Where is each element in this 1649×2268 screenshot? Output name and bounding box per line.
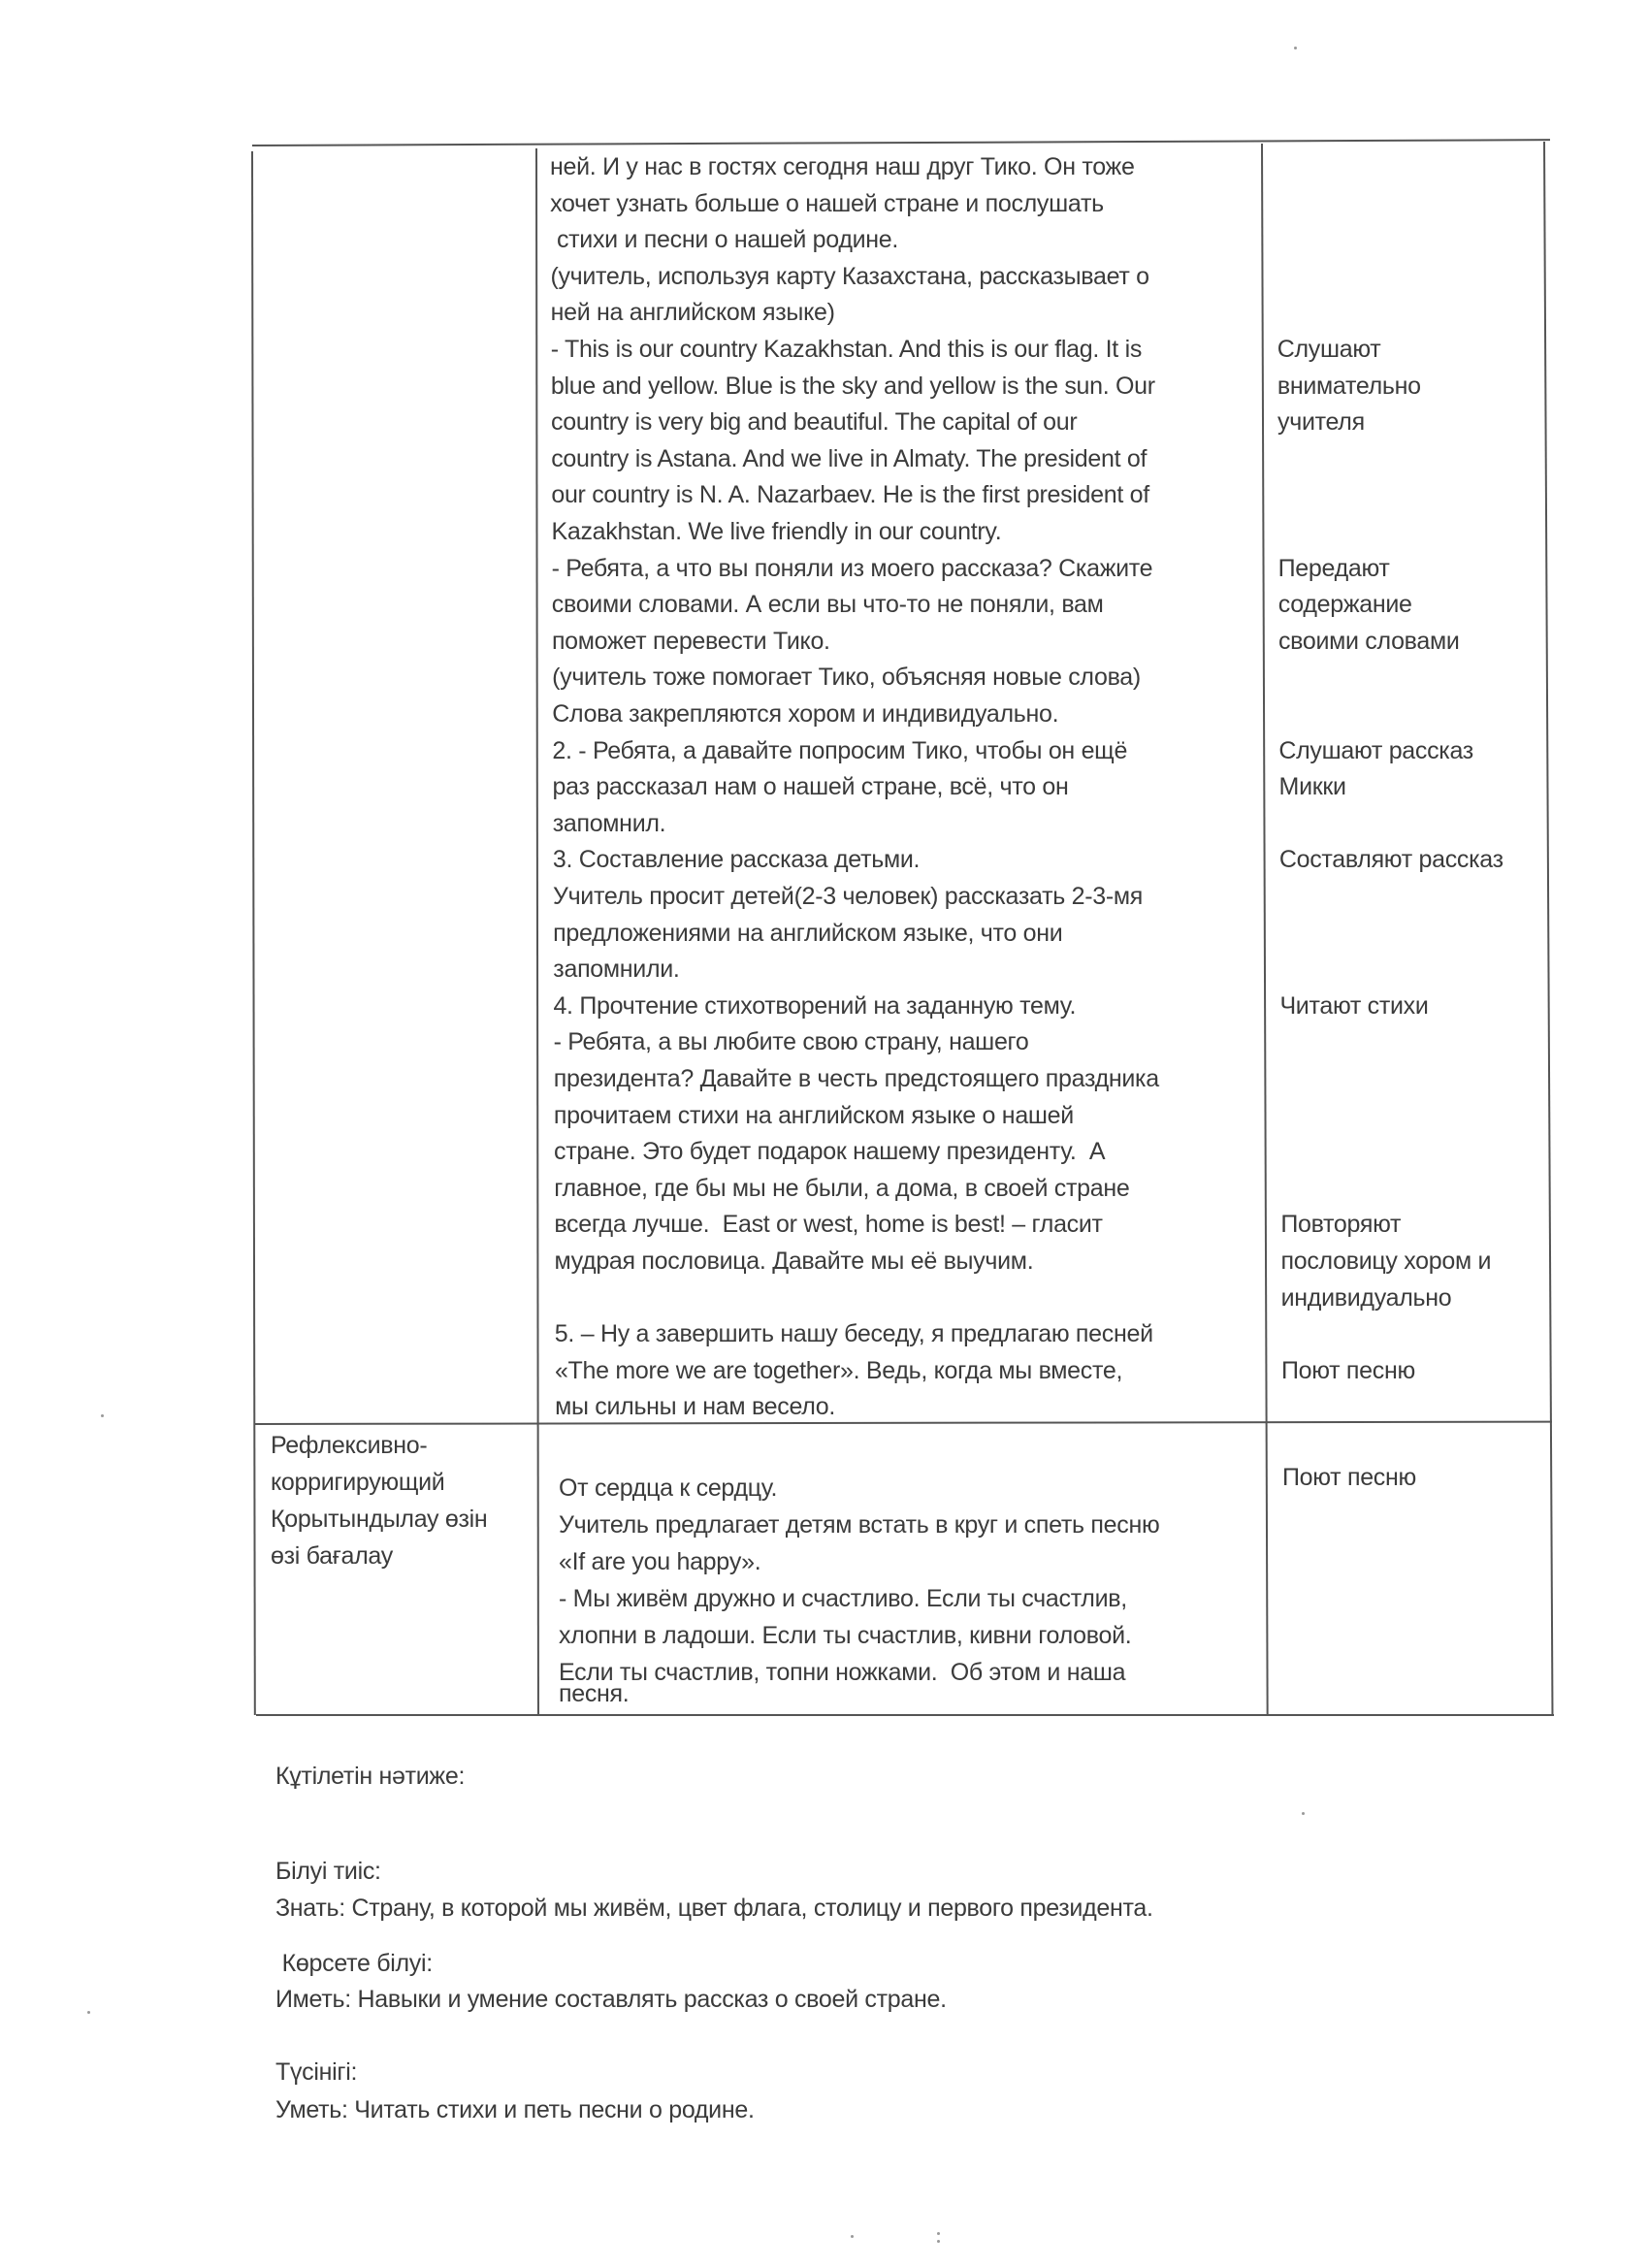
scan-speck (1294, 47, 1297, 49)
student-activity-line: своими словами (1277, 627, 1460, 655)
table-col-divider-2 (1261, 144, 1269, 1714)
activity-line: country is Astana. And we live in Almaty. The president of (551, 444, 1148, 472)
scan-speck (1302, 1812, 1305, 1815)
activity-line: our country is N. A. Nazarbaev. He is the first president of (551, 481, 1149, 509)
student-activity-line: Слушают (1277, 336, 1381, 363)
activity-line: запомнил. (552, 809, 666, 837)
activity-line: мы сильны и нам весело. (555, 1393, 836, 1421)
activity-line: хлопни в ладоши. Если ты счастлив, кивни головой. (559, 1622, 1132, 1649)
know-text: Знать: Страну, в которой мы живём, цвет флага, столицу и первого президента. (275, 1895, 1153, 1922)
student-activity-line: индивидуально (1280, 1283, 1452, 1312)
student-activity-line: Слушают рассказ (1278, 736, 1473, 764)
activity-line: стране. Это будет подарок нашему президенту. А (554, 1138, 1106, 1166)
scan-speck (851, 2235, 854, 2238)
activity-line: От сердца к сердцу. (559, 1474, 778, 1502)
student-activity-line: Передают (1277, 554, 1390, 582)
activity-line: своими словами. А если вы что-то не поняли, вам (551, 591, 1104, 619)
activity-line: хочет узнать больше о нашей стране и послушать (550, 189, 1104, 217)
student-activity-line: пословицу хором и (1280, 1247, 1492, 1275)
activity-line: поможет перевести Тико. (551, 627, 830, 655)
student-activity-line: Читают стихи (1279, 991, 1429, 1020)
activity-line: - Ребята, а вы любите свою страну, нашего (553, 1028, 1029, 1056)
scan-speck (87, 2011, 90, 2014)
student-activity-line: содержание (1277, 591, 1412, 619)
table-bottom-border (256, 1714, 1554, 1716)
activity-line: Kazakhstan. We live friendly in our country. (551, 518, 1002, 545)
activity-line: 2. - Ребята, а давайте попросим Тико, чтобы он ещё (552, 736, 1128, 764)
activity-line: - Мы живём дружно и счастливо. Если ты счастлив, (559, 1585, 1127, 1612)
activity-line: 3. Составление рассказа детьми. (552, 846, 921, 874)
activity-line: мудрая пословица. Давайте мы её выучим. (554, 1247, 1034, 1275)
student-activity-line: учителя (1277, 408, 1365, 437)
scan-speck (101, 1414, 104, 1417)
stage-name-line: Рефлексивно- (271, 1432, 428, 1459)
table-top-border (252, 139, 1550, 146)
student-activity-line: внимательно (1277, 372, 1421, 400)
activity-line: главное, где бы мы не были, а дома, в своей стране (554, 1174, 1130, 1202)
activity-line: «The more we are together». Ведь, когда мы вместе, (554, 1356, 1123, 1384)
scan-speck (937, 2240, 940, 2243)
activity-line: прочитаем стихи на английском языке о нашей (553, 1101, 1074, 1129)
student-activity-line: Микки (1278, 773, 1346, 801)
activity-line: Учитель просит детей(2-3 человек) рассказать 2-3-мя (553, 883, 1144, 910)
activity-line: 4. Прочтение стихотворений на заданную тему. (553, 991, 1077, 1020)
activity-line: всегда лучше. East or west, home is best! – гласит (554, 1211, 1103, 1239)
activity-line: country is very big and beautiful. The capital of our (551, 408, 1078, 437)
student-activity-line: Поют песню (1280, 1356, 1415, 1384)
table-left-border (251, 151, 256, 1715)
activity-line: запомнили. (553, 956, 680, 984)
understand-label: Түсінігі: (275, 2058, 358, 2086)
activity-line: blue and yellow. Blue is the sky and yellow is the sun. Our (550, 372, 1155, 400)
stage-name-line: Қорытындылау өзін (271, 1506, 488, 1533)
activity-line: - Ребята, а что вы поняли из моего рассказа? Скажите (551, 554, 1153, 582)
show-label: Көрсете білуі: (275, 1950, 433, 1977)
activity-line: Слова закрепляются хором и индивидуально. (552, 700, 1059, 728)
activity-line: «If are you happy». (559, 1548, 761, 1575)
know-label: Білуі тиіс: (275, 1858, 381, 1885)
activity-line: песня. (559, 1680, 630, 1707)
activity-line: (учитель тоже помогает Тико, объясняя новые слова) (552, 664, 1141, 692)
activity-line: президента? Давайте в честь предстоящего праздника (553, 1065, 1159, 1092)
stage-name-line: корригирующий (271, 1469, 445, 1496)
activity-line: предложениями на английском языке, что они (553, 919, 1063, 947)
activity-line: (учитель, используя карту Казахстана, рассказывает о (550, 262, 1149, 290)
table-right-border (1543, 142, 1553, 1714)
scan-speck (937, 2232, 940, 2235)
understand-text: Уметь: Читать стихи и петь песни о родине. (275, 2096, 755, 2123)
activity-line: стихи и песни о нашей родине. (550, 226, 899, 254)
student-activity-line: Составляют рассказ (1278, 846, 1504, 874)
student-activity-line: Повторяют (1280, 1211, 1402, 1239)
student-activity-line: Поют песню (1282, 1464, 1416, 1491)
table-col-divider-1 (535, 148, 539, 1715)
table-row-divider (254, 1421, 1552, 1425)
activity-line: раз рассказал нам о нашей стране, всё, что он (552, 773, 1069, 801)
activity-line: 5. – Ну а завершить нашу беседу, я предлагаю песней (554, 1320, 1153, 1348)
activity-line: ней. И у нас в гостях сегодня наш друг Тико. Он тоже (550, 153, 1135, 180)
show-text: Иметь: Навыки и умение составлять рассказ о своей стране. (275, 1986, 947, 2013)
activity-line: Учитель предлагает детям встать в круг и спеть песню (559, 1511, 1160, 1539)
expected-results-heading: Кұтілетін нәтиже: (275, 1763, 466, 1790)
stage-name-line: өзі бағалау (271, 1542, 393, 1570)
activity-line: - This is our country Kazakhstan. And this is our flag. It is (550, 336, 1143, 363)
activity-line: Если ты счастлив, топни ножками. Об этом и наша (559, 1659, 1126, 1686)
activity-line: ней на английском языке) (550, 299, 835, 327)
